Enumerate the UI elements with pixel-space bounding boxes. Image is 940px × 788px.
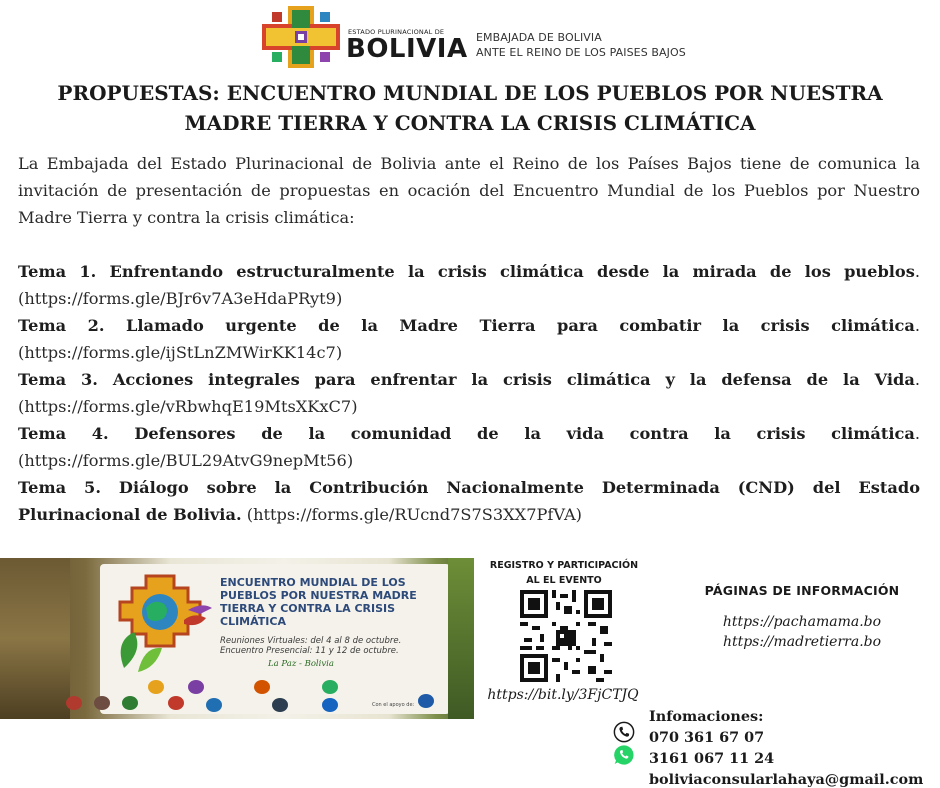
contact-whatsapp[interactable]: 3161 067 11 24 [649, 750, 775, 767]
theme-label: Tema 4. Defensores de la comunidad de la vida contra la crisis climática [18, 424, 915, 443]
sponsor-logo [94, 696, 110, 710]
banner-sponsors [66, 678, 446, 714]
logo-subtitle: ESTADO PLURINACIONAL DE [348, 28, 445, 36]
theme-label: Tema 3. Acciones integrales para enfrentar la crisis climática y la defensa de la Vida [18, 370, 915, 389]
title-line-2: MADRE TIERRA Y CONTRA LA CRISIS CLIMÁTICA [184, 111, 756, 135]
theme-link[interactable]: (https://forms.gle/RUcnd7S7S3XX7PfVA) [246, 505, 582, 524]
banner-dates-line-1: Reuniones Virtuales: del 4 al 8 de octubre. [220, 636, 402, 646]
contact-heading: Infomaciones: [649, 708, 764, 725]
whatsapp-icon [613, 744, 635, 766]
theme-link[interactable]: (https://forms.gle/vRbwhqE19MtsXKxC7) [18, 397, 358, 416]
page-title [20, 78, 920, 138]
sponsor-logo [206, 698, 222, 712]
theme-link[interactable]: (https://forms.gle/ijStLnZMWirKK14c7) [18, 343, 343, 362]
registration-heading-line-1: REGISTRO Y PARTICIPACIÓN [489, 560, 639, 571]
theme-label: Tema 1. Enfrentando estructuralmente la crisis climática desde la mirada de los pueblos [18, 262, 915, 281]
sponsor-logo [322, 698, 338, 712]
theme-link[interactable]: (https://forms.gle/BUL29AtvG9nepMt56) [18, 451, 354, 470]
sponsor-logo [418, 694, 434, 708]
sponsor-logo [148, 680, 164, 694]
contact-phone[interactable]: 070 361 67 07 [649, 729, 765, 746]
theme-link[interactable]: (https://forms.gle/BJr6v7A3eHdaPRyt9) [18, 289, 343, 308]
banner-support-text: Con el apoyo de: [372, 702, 415, 708]
registration-heading [478, 558, 650, 588]
banner-dates [220, 636, 420, 656]
sponsor-logo [66, 696, 82, 710]
sponsor-logo [122, 696, 138, 710]
theme-item [18, 474, 920, 528]
qr-code-icon[interactable] [520, 590, 612, 682]
theme-label: Tema 5. Diálogo sobre la Contribución Nacionalmente Determinada (CND) del Estado Plurinacional de Bolivia. [18, 478, 920, 524]
registration-heading-line-2: AL EL EVENTO [526, 575, 602, 586]
themes-list [18, 258, 920, 528]
banner-city: La Paz - Bolivia [268, 659, 334, 669]
info-pages-heading: PÁGINAS DE INFORMACIÓN [704, 583, 900, 598]
info-page-link[interactable]: https://pachamama.bo [722, 614, 882, 630]
info-page-link[interactable]: https://madretierra.bo [722, 634, 882, 650]
sponsor-logo [272, 698, 288, 712]
embassy-line-2: ANTE EL REINO DE LOS PAISES BAJOS [476, 46, 686, 59]
phone-icon [613, 721, 635, 743]
contact-email[interactable]: boliviaconsularlahaya@gmail.com [649, 771, 924, 788]
theme-item: Tema 3. Acciones integrales para enfrentar la crisis climática y la defensa de la Vida. (https://forms.gle/vRbwhqE19MtsXKxC7) [18, 370, 920, 416]
banner-title: ENCUENTRO MUNDIAL DE LOS PUEBLOS POR NUESTRA MADRE TIERRA Y CONTRA LA CRISIS CLIMÁTICA [220, 576, 417, 628]
banner-tree-photo [0, 558, 70, 719]
sponsor-logo [188, 680, 204, 694]
chakana-hummingbird-emblem [104, 572, 216, 676]
intro-paragraph: La Embajada del Estado Plurinacional de Bolivia ante el Reino de los Países Bajos tiene de comunica la invitación de presentación de propuestas en ocación del Encuentro Mundial de los Pueblos por Nuestro Madre Tierra y contra la crisis climática: [18, 154, 920, 227]
title-line-1: PROPUESTAS: ENCUENTRO MUNDIAL DE LOS PUEBLOS POR NUESTRA [57, 81, 883, 105]
theme-item: Tema 4. Defensores de la comunidad de la vida contra la crisis climática. (https://forms.gle/BUL29AtvG9nepMt56) [18, 424, 920, 470]
registration-link[interactable]: https://bit.ly/3FjCTJQ [487, 687, 639, 703]
sponsor-logo [322, 680, 338, 694]
contact-block [649, 706, 923, 788]
embassy-name [476, 30, 686, 60]
theme-label: Tema 2. Llamado urgente de la Madre Tierra para combatir la crisis climática [18, 316, 915, 335]
embassy-line-1: EMBAJADA DE BOLIVIA [476, 31, 602, 44]
bolivia-emblem-logo [262, 6, 340, 68]
theme-item: Tema 1. Enfrentando estructuralmente la crisis climática desde la mirada de los pueblos. (https://forms.gle/BJr6v7A3eHdaPRyt9) [18, 262, 920, 308]
banner-foliage-photo [448, 558, 474, 719]
sponsor-logo [168, 696, 184, 710]
banner-dates-line-2: Encuentro Presencial: 11 y 12 de octubre. [220, 646, 399, 656]
header [262, 6, 742, 70]
sponsor-logo [254, 680, 270, 694]
theme-item: Tema 2. Llamado urgente de la Madre Tierra para combatir la crisis climática. (https://forms.gle/ijStLnZMWirKK14c7) [18, 316, 920, 362]
event-banner [0, 558, 474, 719]
info-pages-links [684, 612, 920, 652]
logo-title: BOLIVIA [346, 34, 468, 64]
